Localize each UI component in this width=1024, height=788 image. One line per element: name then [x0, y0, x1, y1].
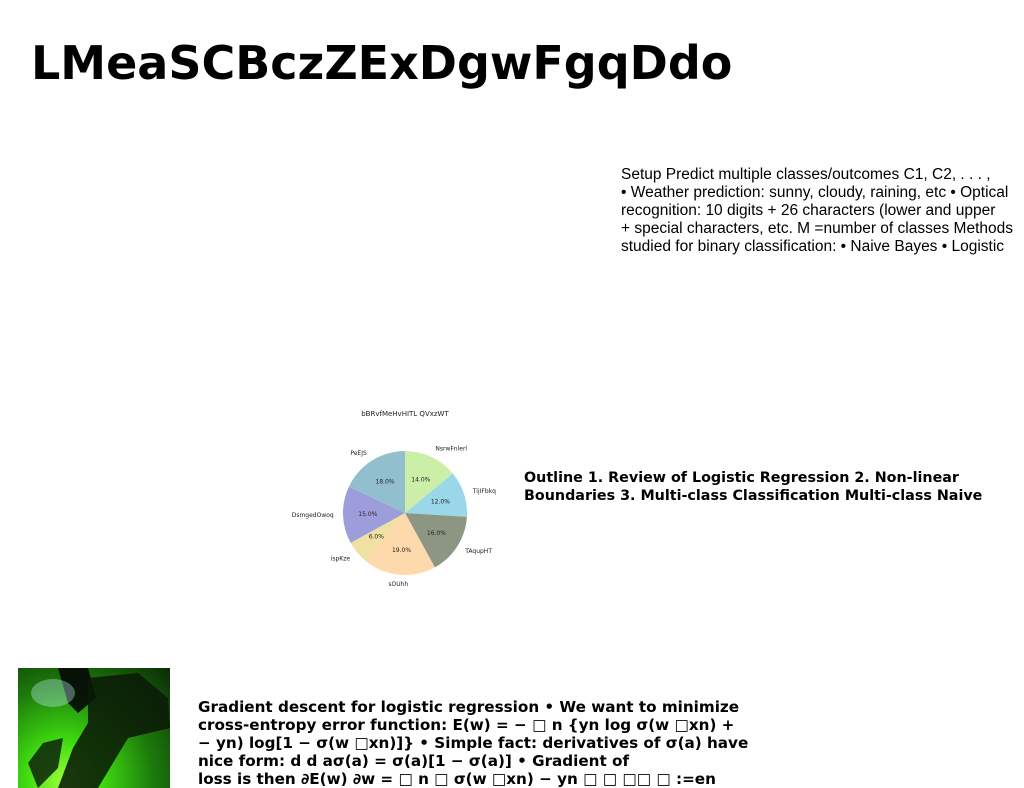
pie-category-label: DsmgedOwoq	[291, 512, 334, 520]
pie-pct-label: 14.0%	[411, 476, 431, 484]
pie-category-label: ispKze	[330, 555, 351, 563]
pie-category-label: NsrwFnlerl	[435, 445, 468, 453]
pie-category-label: TijIFbkq	[472, 487, 496, 495]
pie-category-label: PeEJS	[350, 449, 367, 457]
gradient-line: Gradient descent for logistic regression • We want to minimize	[198, 698, 740, 716]
pie-pct-label: 15.0%	[358, 511, 378, 519]
pie-category-label: sOUhh	[388, 580, 409, 588]
gradient-line: loss is then ∂E(w) ∂w = □ n □ σ(w □xn) − yn □ □ □□ □ :=en	[198, 770, 716, 788]
pie-pct-label: 12.0%	[430, 498, 450, 506]
setup-text-block	[621, 166, 1024, 256]
pie-chart	[290, 400, 500, 615]
gradient-line: − yn) log[1 − σ(w □xn)]} • Simple fact: derivatives of σ(a) have	[198, 734, 749, 752]
gradient-line: cross-entropy error function: E(w) = − □ n {yn log σ(w □xn) +	[198, 716, 735, 734]
pie-pct-label: 19.0%	[391, 547, 412, 555]
photo-figure-illustration	[18, 668, 170, 788]
pie-pct-label: 16.0%	[426, 529, 446, 537]
outline-line: Boundaries 3. Multi-class Classification Multi-class Naive	[524, 488, 983, 504]
pie-pct-label: 6.0%	[368, 533, 384, 541]
photo-image	[18, 668, 170, 788]
gradient-text-block	[198, 698, 798, 788]
page-title: LMeaSCBczZExDgwFgqDdo	[31, 36, 733, 90]
outline-text-block	[524, 469, 1024, 505]
pie-pct-label: 18.0%	[375, 478, 395, 486]
outline-line: Outline 1. Review of Logistic Regression 2. Non-linear	[524, 470, 959, 486]
setup-line: • Weather prediction: sunny, cloudy, raining, etc • Optical	[621, 184, 1009, 201]
gradient-line: nice form: d d aσ(a) = σ(a)[1 − σ(a)] • Gradient of	[198, 752, 630, 770]
setup-line: Setup Predict multiple classes/outcomes C1, C2, . . . ,	[621, 166, 991, 183]
pie-category-label: TAqupHT	[465, 548, 492, 556]
setup-line: + special characters, etc. M =number of classes Methods	[621, 220, 1013, 237]
chart-title: bBRvfMeHvHITL QVxzWT	[361, 410, 449, 418]
setup-line: recognition: 10 digits + 26 characters (lower and upper	[621, 202, 996, 219]
setup-line: studied for binary classification: • Naive Bayes • Logistic	[621, 238, 1005, 255]
